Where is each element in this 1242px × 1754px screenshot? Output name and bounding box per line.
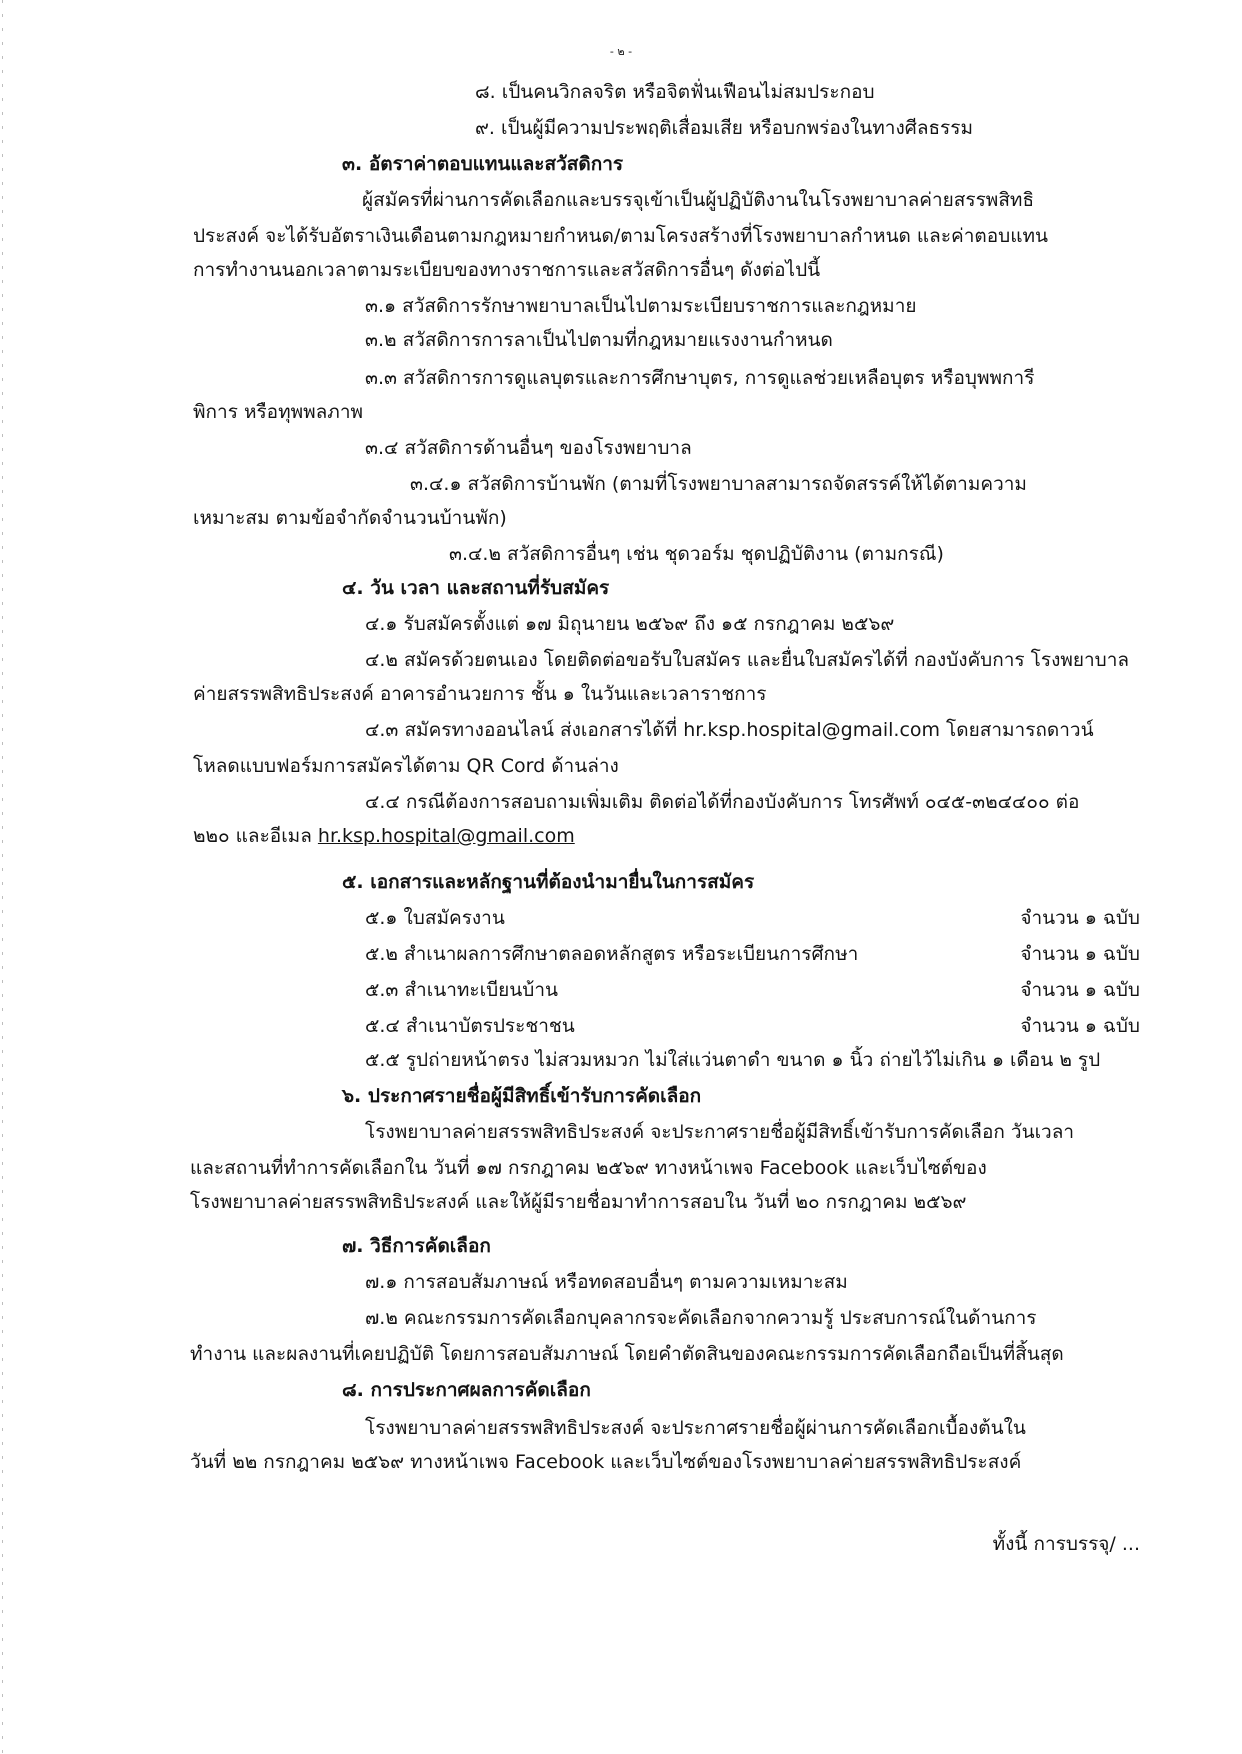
document-item-5-2: ๕.๒ สำเนาผลการศึกษาตลอดหลักสูตร หรือระเบียนการศึกษา xyxy=(365,943,859,965)
application-item-4-2-line-1: ๔.๒ สมัครด้วยตนเอง โดยติดต่อขอรับใบสมัคร และยื่นใบสมัครได้ที่ กองบังคับการ โรงพยาบาล xyxy=(365,649,1130,671)
welfare-item-3-4-2: ๓.๔.๒ สวัสดิการอื่นๆ เช่น ชุดวอร์ม ชุดปฏิบัติงาน (ตามกรณี) xyxy=(449,543,944,565)
qualification-item-8: ๘. เป็นคนวิกลจริต หรือจิตฟั่นเฟือนไม่สมประกอบ xyxy=(475,81,875,103)
section-4-heading: ๔. วัน เวลา และสถานที่รับสมัคร xyxy=(342,577,610,599)
application-item-4-4-line-2 xyxy=(193,822,575,850)
section-8-heading: ๘. การประกาศผลการคัดเลือก xyxy=(342,1379,591,1401)
welfare-item-3-4: ๓.๔ สวัสดิการด้านอื่นๆ ของโรงพยาบาล xyxy=(365,437,692,459)
section-3-intro-line-2: ประสงค์ จะได้รับอัตราเงินเดือนตามกฎหมายกำหนด/ตามโครงสร้างที่โรงพยาบาลกำหนด และค่าตอบแทน xyxy=(193,225,1048,247)
document-item-5-1: ๕.๑ ใบสมัครงาน xyxy=(365,907,505,929)
document-item-5-4-quantity: จำนวน ๑ ฉบับ xyxy=(1020,1015,1140,1037)
application-item-4-3-line-2: โหลดแบบฟอร์มการสมัครได้ตาม QR Cord ด้านล่าง xyxy=(193,755,619,777)
document-item-5-4: ๕.๔ สำเนาบัตรประชาชน xyxy=(365,1015,575,1037)
section-6-line-3: โรงพยาบาลค่ายสรรพสิทธิประสงค์ และให้ผู้มีรายชื่อมาทำการสอบใน วันที่ ๒๐ กรกฎาคม ๒๕๖๙ xyxy=(190,1191,967,1213)
application-item-4-2-line-2: ค่ายสรรพสิทธิประสงค์ อาคารอำนวยการ ชั้น ๑ ในวันและเวลาราชการ xyxy=(193,683,767,705)
selection-item-7-1: ๗.๑ การสอบสัมภาษณ์ หรือทดสอบอื่นๆ ตามความเหมาะสม xyxy=(365,1271,848,1293)
scan-edge-marks xyxy=(2,0,3,1754)
section-7-heading: ๗. วิธีการคัดเลือก xyxy=(342,1235,491,1257)
section-3-intro-line-3: การทำงานนอกเวลาตามระเบียบของทางราชการและสวัสดิการอื่นๆ ดังต่อไปนี้ xyxy=(193,259,821,281)
contact-prefix: ๒๒๐ และอีเมล xyxy=(193,825,312,847)
qualification-item-9: ๙. เป็นผู้มีความประพฤติเสื่อมเสีย หรือบกพร่องในทางศีลธรรม xyxy=(475,117,973,139)
document-item-5-5: ๕.๕ รูปถ่ายหน้าตรง ไม่สวมหมวก ไม่ใส่แว่นตาดำ ขนาด ๑ นิ้ว ถ่ายไว้ไม่เกิน ๑ เดือน ๒ รูป xyxy=(365,1049,1101,1071)
section-8-line-1: โรงพยาบาลค่ายสรรพสิทธิประสงค์ จะประกาศรายชื่อผู้ผ่านการคัดเลือกเบื้องต้นใน xyxy=(365,1417,1026,1439)
section-3-heading: ๓. อัตราค่าตอบแทนและสวัสดิการ xyxy=(342,153,624,175)
welfare-item-3-1: ๓.๑ สวัสดิการรักษาพยาบาลเป็นไปตามระเบียบราชการและกฎหมาย xyxy=(365,295,917,317)
page-number: - ๒ - xyxy=(609,45,633,58)
application-item-4-4-line-1: ๔.๔ กรณีต้องการสอบถามเพิ่มเติม ติดต่อได้ที่กองบังคับการ โทรศัพท์ ๐๔๕-๓๒๔๔๐๐ ต่อ xyxy=(365,791,1080,813)
document-item-5-3-quantity: จำนวน ๑ ฉบับ xyxy=(1020,979,1140,1001)
selection-item-7-2-line-2: ทำงาน และผลงานที่เคยปฏิบัติ โดยการสอบสัมภาษณ์ โดยคำตัดสินของคณะกรรมการคัดเลือกถือเป็นที่สิ้นสุด xyxy=(190,1343,1064,1365)
section-3-intro-line-1: ผู้สมัครที่ผ่านการคัดเลือกและบรรจุเข้าเป็นผู้ปฏิบัติงานในโรงพยาบาลค่ายสรรพสิทธิ xyxy=(362,189,1035,211)
document-item-5-2-quantity: จำนวน ๑ ฉบับ xyxy=(1020,943,1140,965)
section-8-line-2: วันที่ ๒๒ กรกฎาคม ๒๕๖๙ ทางหน้าเพจ Facebook และเว็บไซต์ของโรงพยาบาลค่ายสรรพสิทธิประสงค์ xyxy=(190,1451,1022,1473)
welfare-item-3-4-1-line-2: เหมาะสม ตามข้อจำกัดจำนวนบ้านพัก) xyxy=(193,507,507,529)
application-item-4-3-line-1: ๔.๓ สมัครทางออนไลน์ ส่งเอกสารได้ที่ hr.ksp.hospital@gmail.com โดยสามารถดาวน์ xyxy=(365,719,1094,741)
section-5-heading: ๕. เอกสารและหลักฐานที่ต้องนำมายื่นในการสมัคร xyxy=(342,871,755,893)
section-6-heading: ๖. ประกาศรายชื่อผู้มีสิทธิ์เข้ารับการคัดเลือก xyxy=(342,1085,702,1107)
section-6-line-2: และสถานที่ทำการคัดเลือกใน วันที่ ๑๗ กรกฎาคม ๒๕๖๙ ทางหน้าเพจ Facebook และเว็บไซต์ของ xyxy=(190,1157,987,1179)
welfare-item-3-2: ๓.๒ สวัสดิการการลาเป็นไปตามที่กฎหมายแรงงานกำหนด xyxy=(365,329,833,351)
continuation-note: ทั้งนี้ การบรรจุ/ ... xyxy=(992,1533,1140,1555)
application-item-4-1: ๔.๑ รับสมัครตั้งแต่ ๑๗ มิถุนายน ๒๕๖๙ ถึง ๑๕ กรกฎาคม ๒๕๖๙ xyxy=(365,613,895,635)
document-item-5-1-quantity: จำนวน ๑ ฉบับ xyxy=(1020,907,1140,929)
contact-email-link[interactable]: hr.ksp.hospital@gmail.com xyxy=(317,825,575,847)
welfare-item-3-3-line-1: ๓.๓ สวัสดิการการดูแลบุตรและการศึกษาบุตร, การดูแลช่วยเหลือบุตร หรือบุพพการี xyxy=(365,367,1035,389)
selection-item-7-2-line-1: ๗.๒ คณะกรรมการคัดเลือกบุคลากรจะคัดเลือกจากความรู้ ประสบการณ์ในด้านการ xyxy=(365,1307,1037,1329)
section-6-line-1: โรงพยาบาลค่ายสรรพสิทธิประสงค์ จะประกาศรายชื่อผู้มีสิทธิ์เข้ารับการคัดเลือก วันเวลา xyxy=(365,1121,1075,1143)
welfare-item-3-3-line-2: พิการ หรือทุพพลภาพ xyxy=(193,401,364,423)
welfare-item-3-4-1-line-1: ๓.๔.๑ สวัสดิการบ้านพัก (ตามที่โรงพยาบาลสามารถจัดสรรค์ให้ได้ตามความ xyxy=(410,473,1027,495)
document-item-5-3: ๕.๓ สำเนาทะเบียนบ้าน xyxy=(365,979,558,1001)
